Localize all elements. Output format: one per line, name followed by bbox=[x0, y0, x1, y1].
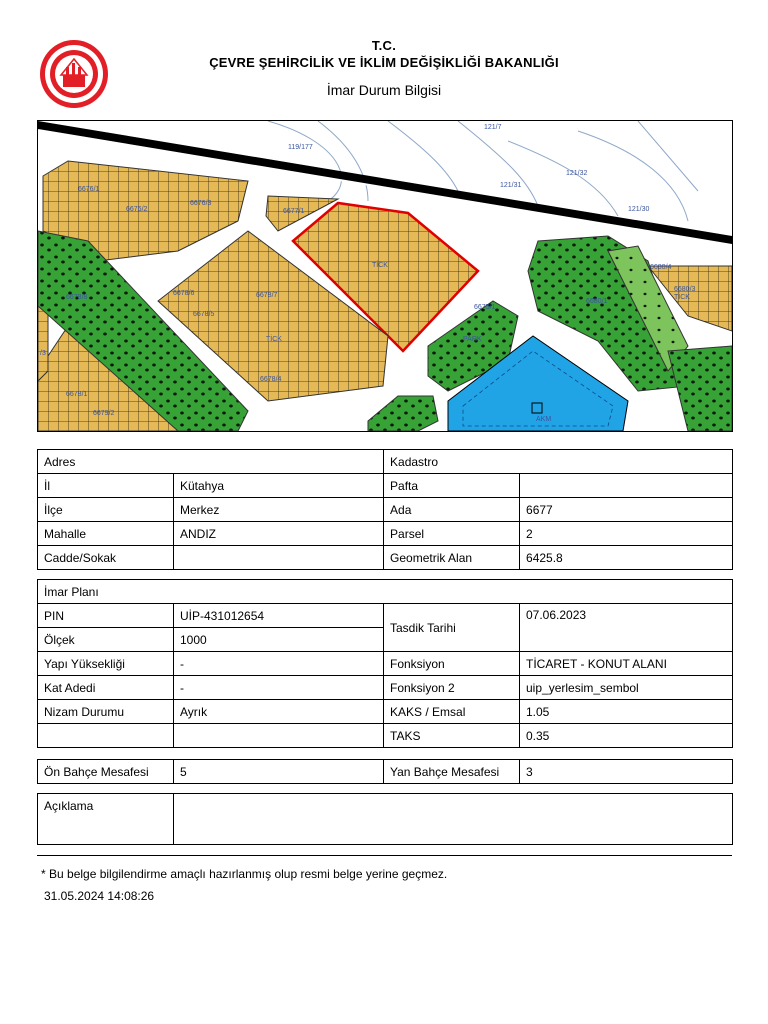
aciklama-table bbox=[37, 793, 733, 845]
disclaimer-note: * Bu belge bilgilendirme amaçlı hazırlanmış olup resmi belge yerine geçmez. bbox=[41, 867, 448, 881]
alan-value: 6425.8 bbox=[520, 546, 733, 570]
il-value: Kütahya bbox=[174, 474, 384, 498]
cadde-label: Cadde/Sokak bbox=[38, 546, 174, 570]
nizam-label: Nizam Durumu bbox=[38, 700, 174, 724]
header-ministry: ÇEVRE ŞEHİRCİLİK VE İKLİM DEĞİŞİKLİĞİ BAKANLIĞI bbox=[209, 55, 559, 70]
map-label: TİCK bbox=[266, 336, 282, 343]
yukseklik-value: - bbox=[174, 652, 384, 676]
map-label: TİCK bbox=[674, 294, 690, 301]
map-label: 6679/2 bbox=[93, 410, 115, 417]
tasdik-value: 07.06.2023 bbox=[520, 604, 733, 652]
mahalle-label: Mahalle bbox=[38, 522, 174, 546]
map-label: 6680/4 bbox=[650, 264, 672, 271]
map-label: 6678/4 bbox=[260, 376, 282, 383]
tasdik-label: Tasdik Tarihi bbox=[384, 604, 520, 652]
parsel-value: 2 bbox=[520, 522, 733, 546]
map-label: 6678/1 bbox=[66, 391, 88, 398]
fonksiyon2-value: uip_yerlesim_sembol bbox=[520, 676, 733, 700]
map-label: 6678/7 bbox=[256, 292, 278, 299]
ada-label: Ada bbox=[384, 498, 520, 522]
map-label: 121/7 bbox=[484, 124, 502, 131]
kat-value: - bbox=[174, 676, 384, 700]
map-label: TİCK bbox=[372, 262, 388, 269]
page-title: İmar Durum Bilgisi bbox=[326, 82, 442, 98]
parsel-label: Parsel bbox=[384, 522, 520, 546]
timestamp: 31.05.2024 14:08:26 bbox=[44, 889, 155, 903]
map-label: 121/30 bbox=[628, 206, 650, 213]
fonksiyon-value: TİCARET - KONUT ALANI bbox=[520, 652, 733, 676]
header-tc: T.C. bbox=[371, 38, 397, 53]
ilce-value: Merkez bbox=[174, 498, 384, 522]
map-label: 6676/2 bbox=[126, 206, 148, 213]
imar-plani-table bbox=[37, 579, 733, 748]
kadastro-title: Kadastro bbox=[384, 450, 733, 474]
pafta-label: Pafta bbox=[384, 474, 520, 498]
cadde-value bbox=[174, 546, 384, 570]
yan-bahce-label: Yan Bahçe Mesafesi bbox=[384, 760, 520, 784]
il-label: İl bbox=[38, 474, 174, 498]
pin-value: UİP-431012654 bbox=[174, 604, 384, 628]
zoning-map[interactable] bbox=[37, 120, 733, 432]
kat-label: Kat Adedi bbox=[38, 676, 174, 700]
pin-label: PIN bbox=[38, 604, 174, 628]
olcek-value: 1000 bbox=[174, 628, 384, 652]
adres-title: Adres bbox=[38, 450, 384, 474]
map-label: 121/32 bbox=[566, 170, 588, 177]
olcek-label: Ölçek bbox=[38, 628, 174, 652]
map-label: 6680/1 bbox=[586, 298, 608, 305]
map-label: 6676/3 bbox=[190, 200, 212, 207]
aciklama-label: Açıklama bbox=[38, 794, 174, 845]
empty-cell bbox=[174, 724, 384, 748]
empty-cell bbox=[38, 724, 174, 748]
kaks-value: 1.05 bbox=[520, 700, 733, 724]
map-label: 6677/1 bbox=[283, 208, 305, 215]
map-label: 6676/1 bbox=[78, 186, 100, 193]
adres-kadastro-table bbox=[37, 449, 733, 570]
map-label: 121/31 bbox=[500, 182, 522, 189]
kaks-label: KAKS / Emsal bbox=[384, 700, 520, 724]
pafta-value bbox=[520, 474, 733, 498]
ada-value: 6677 bbox=[520, 498, 733, 522]
map-label: AKM bbox=[536, 416, 552, 423]
map-label: 6678/5 bbox=[193, 311, 215, 318]
map-label: /3 bbox=[40, 350, 46, 357]
on-bahce-label: Ön Bahçe Mesafesi bbox=[38, 760, 174, 784]
aciklama-value bbox=[174, 794, 733, 845]
on-bahce-value: 5 bbox=[174, 760, 384, 784]
map-label: 6678/6 bbox=[173, 290, 195, 297]
divider bbox=[37, 855, 732, 856]
fonksiyon2-label: Fonksiyon 2 bbox=[384, 676, 520, 700]
taks-label: TAKS bbox=[384, 724, 520, 748]
map-label: 6680/3 bbox=[674, 286, 696, 293]
map-label: 6678/8 bbox=[66, 294, 88, 301]
map-label: 119/177 bbox=[288, 144, 313, 151]
mesafe-table bbox=[37, 759, 733, 784]
fonksiyon-label: Fonksiyon bbox=[384, 652, 520, 676]
ilce-label: İlçe bbox=[38, 498, 174, 522]
yukseklik-label: Yapı Yüksekliği bbox=[38, 652, 174, 676]
map-label: PARK bbox=[463, 336, 482, 343]
map-label: 6675/1 bbox=[474, 304, 496, 311]
imar-title: İmar Planı bbox=[38, 580, 733, 604]
yan-bahce-value: 3 bbox=[520, 760, 733, 784]
taks-value: 0.35 bbox=[520, 724, 733, 748]
nizam-value: Ayrık bbox=[174, 700, 384, 724]
alan-label: Geometrik Alan bbox=[384, 546, 520, 570]
mahalle-value: ANDIZ bbox=[174, 522, 384, 546]
